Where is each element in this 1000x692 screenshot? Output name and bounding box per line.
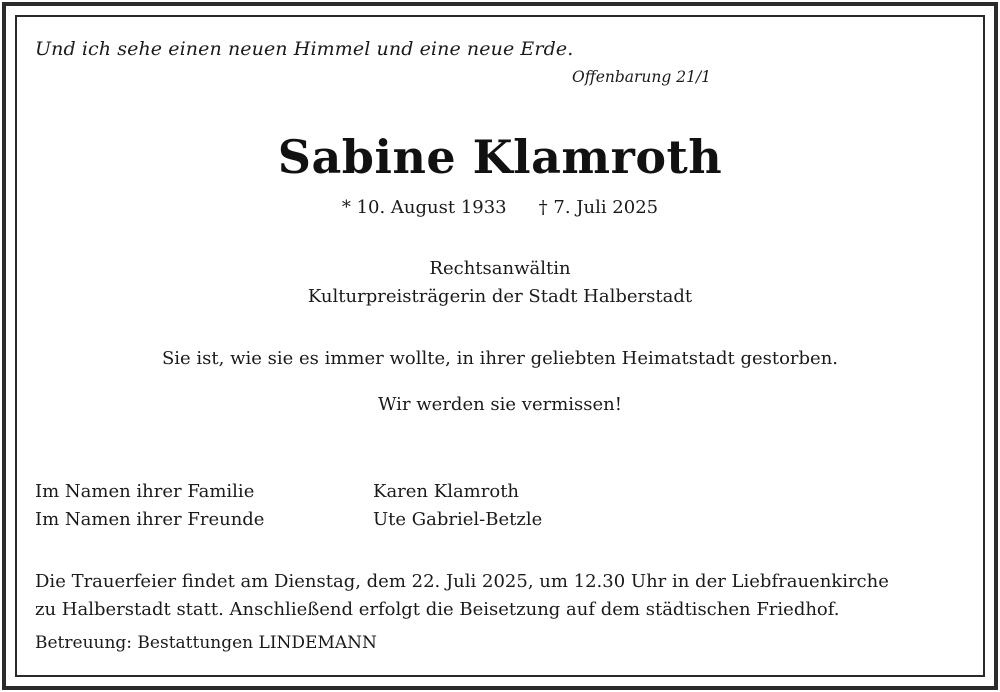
bible-quote: Und ich sehe einen neuen Himmel und eine neue Erde.: [35, 38, 574, 60]
signature-label-friends: Im Namen ihrer Freunde: [35, 509, 265, 530]
memorial-message: Sie ist, wie sie es immer wollte, in ihrer geliebten Heimatstadt gestorben.: [161, 348, 839, 369]
birth-date: * 10. August 1933: [341, 197, 507, 218]
title-profession: Rechtsanwältin: [429, 258, 571, 279]
funeral-notice-line-1: Die Trauerfeier findet am Dienstag, dem 22. Juli 2025, um 12.30 Uhr in der Liebfrauenkirche: [35, 571, 889, 592]
farewell-message: Wir werden sie vermissen!: [378, 394, 622, 415]
signature-label-family: Im Namen ihrer Familie: [35, 481, 255, 502]
funeral-care-provider: Betreuung: Bestattungen LINDEMANN: [35, 633, 377, 653]
title-award: Kulturpreisträgerin der Stadt Halberstadt: [307, 286, 693, 307]
signature-name-friends: Ute Gabriel-Betzle: [373, 509, 543, 530]
death-date: † 7. Juli 2025: [538, 197, 659, 218]
funeral-notice-line-2: zu Halberstadt statt. Anschließend erfolgt die Beisetzung auf dem städtischen Friedhof.: [35, 599, 840, 620]
bible-quote-source: Offenbarung 21/1: [572, 68, 712, 86]
signature-name-family: Karen Klamroth: [373, 481, 520, 502]
life-dates: [0, 197, 1000, 218]
deceased-name: Sabine Klamroth: [277, 130, 723, 184]
